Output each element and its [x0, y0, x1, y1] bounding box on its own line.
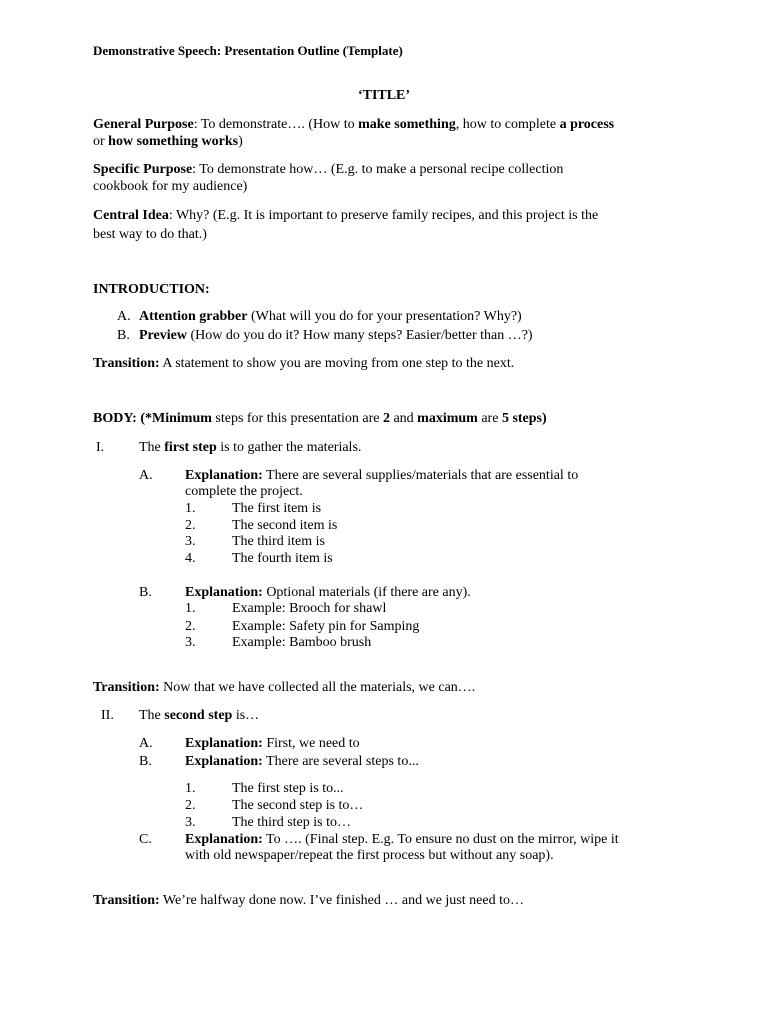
- step-1-text: The first step is to gather the materials.: [139, 440, 362, 455]
- list-number: 3.: [185, 534, 196, 549]
- transition-1: Transition: A statement to show you are moving from one step to the next.: [93, 356, 515, 371]
- step-2-a-marker: A.: [139, 736, 153, 751]
- introduction-heading: INTRODUCTION:: [93, 282, 210, 297]
- list-number: 3.: [185, 815, 196, 830]
- general-purpose-label: General Purpose: [93, 117, 194, 132]
- intro-item-marker: A.: [117, 309, 131, 324]
- step-1-b-marker: B.: [139, 585, 152, 600]
- list-item: The second step is to…: [232, 798, 364, 813]
- step-1-a-line-1: Explanation: There are several supplies/materials that are essential to: [185, 468, 579, 483]
- central-idea-line-1: Central Idea: Why? (E.g. It is important to preserve family recipes, and this project is the: [93, 208, 599, 223]
- intro-item-attention-grabber: Attention grabber (What will you do for your presentation? Why?): [139, 309, 522, 324]
- step-2-c-line-1: Explanation: To …. (Final step. E.g. To ensure no dust on the mirror, wipe it: [185, 832, 619, 847]
- specific-purpose-line-2: cookbook for my audience): [93, 179, 248, 194]
- list-item: Example: Safety pin for Samping: [232, 619, 420, 634]
- list-item: The fourth item is: [232, 551, 333, 566]
- document-header: Demonstrative Speech: Presentation Outline (Template): [93, 43, 403, 58]
- intro-item-marker: B.: [117, 328, 130, 343]
- speech-title: ‘TITLE’: [357, 88, 411, 103]
- step-1-numeral: I.: [96, 440, 105, 455]
- central-idea-line-2: best way to do that.): [93, 227, 207, 242]
- list-number: 2.: [185, 619, 196, 634]
- step-2-c-line-2: with old newspaper/repeat the first process but without any soap).: [185, 848, 554, 863]
- body-heading: BODY: (*Minimum steps for this presentation are 2 and maximum are 5 steps): [93, 411, 547, 426]
- step-2-text: The second step is…: [139, 708, 260, 723]
- list-number: 2.: [185, 798, 196, 813]
- list-item: Example: Brooch for shawl: [232, 601, 387, 616]
- list-number: 2.: [185, 518, 196, 533]
- list-number: 1.: [185, 601, 196, 616]
- step-1-a-marker: A.: [139, 468, 153, 483]
- list-item: The third step is to…: [232, 815, 351, 830]
- list-item: Example: Bamboo brush: [232, 635, 372, 650]
- transition-3: Transition: We’re halfway done now. I’ve finished … and we just need to…: [93, 893, 524, 908]
- intro-item-preview: Preview (How do you do it? How many steps? Easier/better than …?): [139, 328, 533, 343]
- list-item: The third item is: [232, 534, 325, 549]
- list-number: 1.: [185, 781, 196, 796]
- step-1-a-line-2: complete the project.: [185, 484, 303, 499]
- step-2-c-marker: C.: [139, 832, 152, 847]
- step-2-numeral: II.: [101, 708, 114, 723]
- step-2-a-text: Explanation: First, we need to: [185, 736, 360, 751]
- list-item: The first step is to...: [232, 781, 344, 796]
- step-2-b-text: Explanation: There are several steps to...: [185, 754, 419, 769]
- list-item: The first item is: [232, 501, 322, 516]
- list-number: 4.: [185, 551, 196, 566]
- central-idea-label: Central Idea: [93, 208, 169, 223]
- general-purpose-line-1: General Purpose: To demonstrate…. (How to make something, how to complete a process: [93, 117, 615, 132]
- list-number: 1.: [185, 501, 196, 516]
- step-1-b-text: Explanation: Optional materials (if there are any).: [185, 585, 471, 600]
- general-purpose-line-2: or how something works): [93, 134, 243, 149]
- step-2-b-marker: B.: [139, 754, 152, 769]
- list-number: 3.: [185, 635, 196, 650]
- specific-purpose-line-1: Specific Purpose: To demonstrate how… (E.g. to make a personal recipe collection: [93, 162, 564, 177]
- list-item: The second item is: [232, 518, 338, 533]
- transition-2: Transition: Now that we have collected all the materials, we can….: [93, 680, 476, 695]
- specific-purpose-label: Specific Purpose: [93, 162, 193, 177]
